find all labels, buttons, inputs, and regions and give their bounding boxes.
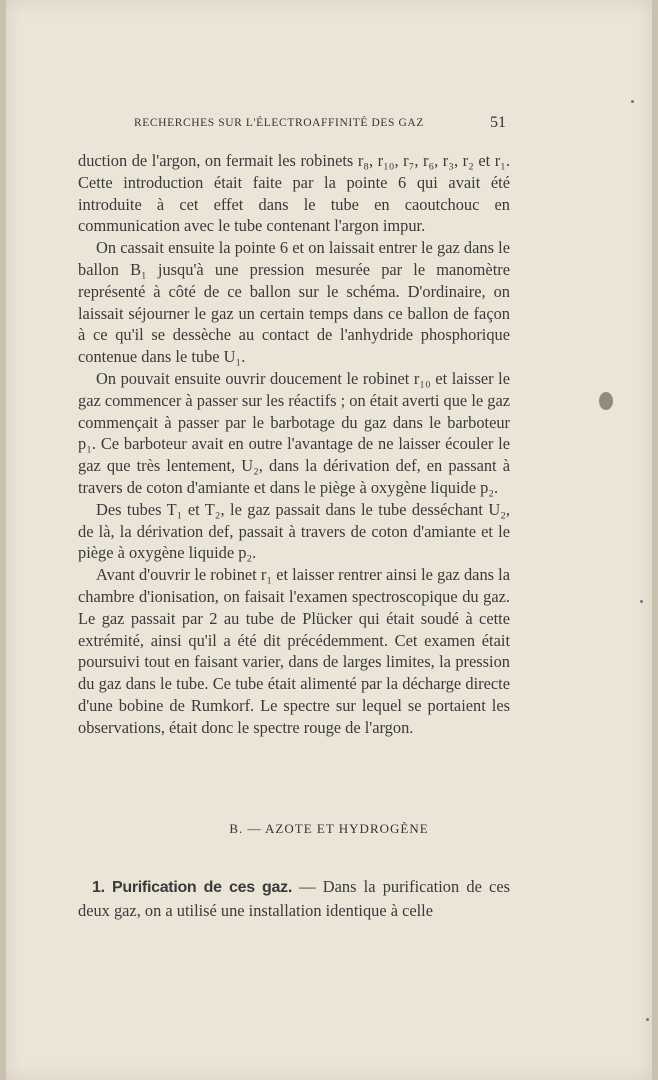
body-text <box>78 150 510 739</box>
running-title: RECHERCHES SUR L'ÉLECTROAFFINITÉ DES GAZ <box>134 117 424 129</box>
page-number: 51 <box>490 114 506 131</box>
ink-blot <box>599 392 613 410</box>
subsection-heading: 1. Purification de ces gaz. <box>92 879 292 896</box>
speck <box>646 1018 649 1021</box>
paragraph: duction de l'argon, on fermait les robinets r₈, r₁₀, r₇, r₆, r₃, r₂ et r₁. Cette introduction était faite par la pointe 6 qui avait été introduite à cet effet dans le tube en caoutchouc en communication avec le tube contenant l'argon impur. <box>78 151 510 236</box>
speck <box>640 600 643 603</box>
paragraph: On cassait ensuite la pointe 6 et on laissait entrer le gaz dans le ballon B₁ jusqu'à une pression mesurée par le manomètre représenté à côté de ce ballon sur le schéma. D'ordinaire, on laissait séjourner le gaz un certain temps dans ce ballon de façon à ce qu'il se dessèche au contact de l'anhydride phosphorique contenue dans le tube U₁. <box>78 238 510 367</box>
section-title: B. — AZOTE ET HYDROGÈNE <box>229 821 429 836</box>
speck <box>631 100 634 103</box>
page-header <box>6 114 652 137</box>
paragraph: Des tubes T₁ et T₂, le gaz passait dans le tube desséchant U₂, de là, la dérivation def, passait à travers de coton d'amiante et le piège à oxygène liquide p₂. <box>78 499 510 563</box>
paragraph: Avant d'ouvrir le robinet r₁ et laisser rentrer ainsi le gaz dans la chambre d'ionisation, on faisait l'examen spectroscopique du gaz. Le gaz passait par 2 au tube de Plücker qui était soudé à cette extrémité, ainsi qu'il a été dit précédemment. Cet examen était poursuivi tout en faisant varier, dans de larges limites, la pression du gaz dans le tube. Ce tube était alimenté par la décharge directe d'une bobine de Rumkorf. Le spectre sur lequel se portaient les observations, était donc le spectre rouge de l'argon. <box>78 565 510 737</box>
paragraph: On pouvait ensuite ouvrir doucement le robinet r₁₀ et laisser le gaz commencer à passer sur les réactifs ; on était averti que le gaz commençait à passer par le barbotage du gaz dans le barboteur p₁. Ce barboteur avait en outre l'avantage de ne laisser écouler le gaz que très lentement, U₂, dans la dérivation def, en passant à travers de coton d'amiante et dans le piège à oxygène liquide p₂. <box>78 368 510 497</box>
subsection-text: — Dans la purification de ces deux gaz, on a utilisé une installation identique à celle <box>78 877 510 920</box>
subsection-paragraph <box>78 875 510 922</box>
book-page <box>6 0 652 1080</box>
